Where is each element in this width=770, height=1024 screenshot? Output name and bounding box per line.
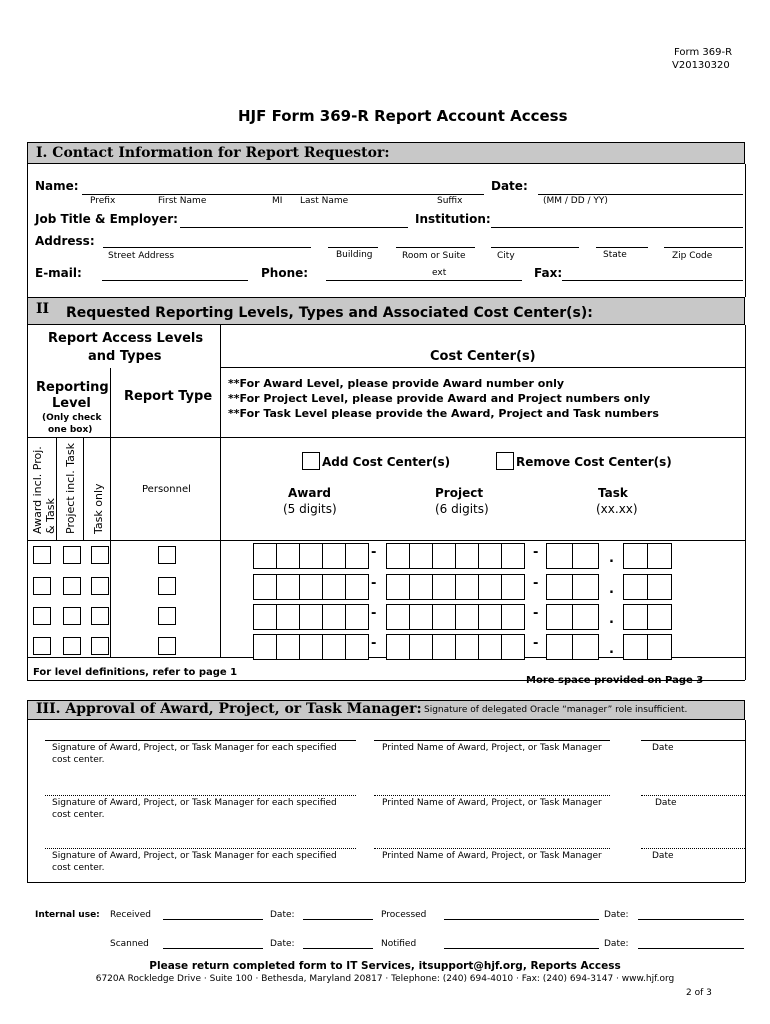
signature-caption-2: cost center. <box>52 810 105 820</box>
level-checkbox[interactable] <box>91 607 109 625</box>
received-label: Received <box>110 910 151 920</box>
task-digit-box[interactable] <box>546 634 573 660</box>
section1-header <box>27 142 745 164</box>
award-digit-box[interactable] <box>253 543 277 569</box>
cost-centers-heading: Cost Center(s) <box>430 349 536 364</box>
address-label: Address: <box>35 234 95 248</box>
project-task-dash: - <box>533 606 539 621</box>
award-digit-box[interactable] <box>299 543 323 569</box>
section2-heading: Requested Reporting Levels, Types and Associated Cost Center(s): <box>66 305 593 321</box>
project-digit-box[interactable] <box>455 543 479 569</box>
personnel-checkbox[interactable] <box>158 607 176 625</box>
signature-caption-2: cost center. <box>52 863 105 873</box>
processed-date-label: Date: <box>604 910 629 920</box>
task-format: (xx.xx) <box>596 502 638 516</box>
level-checkbox[interactable] <box>33 637 51 655</box>
level-checkbox[interactable] <box>91 546 109 564</box>
level-checkbox[interactable] <box>63 637 81 655</box>
page-title: HJF Form 369-R Report Account Access <box>238 107 568 125</box>
award-digit-box[interactable] <box>345 604 369 630</box>
level-checkbox[interactable] <box>33 546 51 564</box>
col-award-proj-task-1: Award incl. Proj. <box>31 446 44 534</box>
project-digit-box[interactable] <box>501 634 525 660</box>
task-digit-box[interactable] <box>647 604 672 630</box>
date-caption: Date <box>652 743 674 753</box>
remove-cost-center-label: Remove Cost Center(s) <box>516 455 672 469</box>
award-digit-box[interactable] <box>253 574 277 600</box>
received-date-field[interactable] <box>303 919 373 920</box>
name-field[interactable] <box>82 194 484 195</box>
street-field[interactable] <box>103 247 311 248</box>
fax-field[interactable] <box>562 280 743 281</box>
date-caption: Date <box>655 798 677 808</box>
project-digit-box[interactable] <box>386 543 410 569</box>
printed-name-line[interactable] <box>374 795 610 796</box>
project-digit-box[interactable] <box>432 574 456 600</box>
task-digit-box[interactable] <box>623 634 648 660</box>
project-digits: (6 digits) <box>435 502 489 516</box>
note-project: **For Project Level, please provide Award and Project numbers only <box>228 392 651 405</box>
street-label: Street Address <box>108 251 175 261</box>
personnel-checkbox[interactable] <box>158 637 176 655</box>
date-label: Date: <box>491 179 528 193</box>
job-title-field[interactable] <box>180 227 408 228</box>
award-label: Award <box>288 486 331 500</box>
scanned-date-label: Date: <box>270 939 295 949</box>
email-label: E-mail: <box>35 266 82 280</box>
reporting-level-1: Reporting <box>36 380 109 395</box>
task-digit-box[interactable] <box>623 543 648 569</box>
date-caption: Date <box>652 851 674 861</box>
remove-cost-center-checkbox[interactable] <box>496 452 514 470</box>
award-digit-box[interactable] <box>276 574 300 600</box>
room-field[interactable] <box>396 247 475 248</box>
project-digit-box[interactable] <box>386 634 410 660</box>
level-checkbox[interactable] <box>33 607 51 625</box>
award-digit-box[interactable] <box>299 634 323 660</box>
award-digit-box[interactable] <box>276 634 300 660</box>
notified-date-field[interactable] <box>638 948 744 949</box>
only-check-1: (Only check <box>42 413 102 423</box>
project-digit-box[interactable] <box>386 604 410 630</box>
task-digit-box[interactable] <box>647 543 672 569</box>
project-digit-box[interactable] <box>501 574 525 600</box>
task-digit-box[interactable] <box>546 574 573 600</box>
fax-label: Fax: <box>534 266 563 280</box>
notified-label: Notified <box>381 939 417 949</box>
zip-field[interactable] <box>664 247 743 248</box>
phone-field[interactable] <box>326 280 522 281</box>
award-digits: (5 digits) <box>283 502 337 516</box>
level-checkbox[interactable] <box>91 637 109 655</box>
level-checkbox[interactable] <box>63 607 81 625</box>
project-task-dash: - <box>533 545 539 560</box>
signature-line[interactable] <box>45 848 356 849</box>
institution-label: Institution: <box>415 212 491 226</box>
task-decimal-dot: . <box>609 551 614 566</box>
project-digit-box[interactable] <box>386 574 410 600</box>
printed-name-line[interactable] <box>374 848 610 849</box>
processed-label: Processed <box>381 910 427 920</box>
printed-name-caption: Printed Name of Award, Project, or Task Manager <box>382 743 602 753</box>
date-line[interactable] <box>641 848 745 849</box>
ext-label: ext <box>432 268 447 278</box>
task-digit-box[interactable] <box>572 604 599 630</box>
section2-header <box>27 297 745 325</box>
personnel-checkbox[interactable] <box>158 546 176 564</box>
date-line[interactable] <box>641 740 745 741</box>
first-name-label: First Name <box>158 196 207 206</box>
notified-date-label: Date: <box>604 939 629 949</box>
building-label: Building <box>336 250 373 260</box>
section1-heading: I. Contact Information for Report Requestor: <box>36 145 390 161</box>
col-award-proj-task-2: & Task <box>44 498 57 534</box>
project-digit-box[interactable] <box>455 574 479 600</box>
col-project-incl-task: Project incl. Task <box>64 443 77 534</box>
project-digit-box[interactable] <box>478 543 502 569</box>
award-project-dash: - <box>371 606 377 621</box>
signature-line[interactable] <box>45 795 356 796</box>
award-digit-box[interactable] <box>322 574 346 600</box>
last-name-label: Last Name <box>300 196 349 206</box>
processed-date-field[interactable] <box>638 919 744 920</box>
section2-number: II <box>36 301 50 317</box>
printed-name-line[interactable] <box>374 740 610 741</box>
award-digit-box[interactable] <box>345 634 369 660</box>
state-field[interactable] <box>596 247 648 248</box>
project-digit-box[interactable] <box>478 574 502 600</box>
award-project-dash: - <box>371 636 377 651</box>
level-checkbox[interactable] <box>63 577 81 595</box>
add-cost-center-label: Add Cost Center(s) <box>322 455 451 469</box>
project-label: Project <box>435 486 484 500</box>
zip-label: Zip Code <box>672 251 713 261</box>
project-digit-box[interactable] <box>501 604 525 630</box>
email-field[interactable] <box>102 280 248 281</box>
footnote-definitions: For level definitions, refer to page 1 <box>33 667 238 678</box>
award-project-dash: - <box>371 545 377 560</box>
award-digit-box[interactable] <box>276 543 300 569</box>
level-checkbox[interactable] <box>91 577 109 595</box>
task-digit-box[interactable] <box>546 604 573 630</box>
task-digit-box[interactable] <box>572 574 599 600</box>
scanned-date-field[interactable] <box>303 948 373 949</box>
project-digit-box[interactable] <box>432 543 456 569</box>
project-digit-box[interactable] <box>409 634 433 660</box>
project-digit-box[interactable] <box>455 634 479 660</box>
suffix-label: Suffix <box>437 196 463 206</box>
footer-address: 6720A Rockledge Drive · Suite 100 · Bethesda, Maryland 20817 · Telephone: (240) 694-4010 · Fax: (240) 694-3147 · www.hjf.org <box>95 974 675 984</box>
received-field[interactable] <box>163 919 263 920</box>
mi-label: MI <box>272 196 283 206</box>
access-levels-heading-2: and Types <box>88 349 162 364</box>
level-checkbox[interactable] <box>63 546 81 564</box>
report-type-heading: Report Type <box>124 389 213 404</box>
project-digit-box[interactable] <box>501 543 525 569</box>
signature-caption-1: Signature of Award, Project, or Task Manager for each specified <box>52 851 337 861</box>
task-decimal-dot: . <box>609 642 614 657</box>
project-digit-box[interactable] <box>432 604 456 630</box>
scanned-field[interactable] <box>163 948 263 949</box>
internal-use-label: Internal use: <box>35 910 100 920</box>
building-field[interactable] <box>328 247 378 248</box>
page-number: 2 of 3 <box>686 988 712 998</box>
project-digit-box[interactable] <box>478 634 502 660</box>
task-digit-box[interactable] <box>647 574 672 600</box>
personnel-label: Personnel <box>142 484 191 495</box>
room-label: Room or Suite <box>402 251 466 261</box>
task-digit-box[interactable] <box>623 574 648 600</box>
award-digit-box[interactable] <box>322 604 346 630</box>
state-label: State <box>603 250 627 260</box>
project-task-dash: - <box>533 576 539 591</box>
award-digit-box[interactable] <box>345 543 369 569</box>
date-format-label: (MM / DD / YY) <box>543 196 608 206</box>
prefix-label: Prefix <box>90 196 116 206</box>
award-digit-box[interactable] <box>322 634 346 660</box>
task-digit-box[interactable] <box>572 634 599 660</box>
task-digit-box[interactable] <box>546 543 573 569</box>
level-checkbox[interactable] <box>33 577 51 595</box>
date-field[interactable] <box>538 194 743 195</box>
section3-heading: III. Approval of Award, Project, or Task Manager: <box>36 701 422 717</box>
form-version: V20130320 <box>672 60 730 71</box>
task-digit-box[interactable] <box>623 604 648 630</box>
award-digit-box[interactable] <box>299 574 323 600</box>
city-label: City <box>497 251 515 261</box>
printed-name-caption: Printed Name of Award, Project, or Task Manager <box>382 798 602 808</box>
processed-field[interactable] <box>444 919 599 920</box>
signature-caption-2: cost center. <box>52 755 105 765</box>
award-digit-box[interactable] <box>322 543 346 569</box>
award-digit-box[interactable] <box>253 604 277 630</box>
task-digit-box[interactable] <box>572 543 599 569</box>
task-decimal-dot: . <box>609 582 614 597</box>
date-line[interactable] <box>641 795 745 796</box>
institution-field[interactable] <box>491 227 743 228</box>
project-digit-box[interactable] <box>455 604 479 630</box>
notified-field[interactable] <box>444 948 599 949</box>
job-title-label: Job Title & Employer: <box>35 212 178 226</box>
more-space-note: More space provided on Page 3 <box>526 675 704 686</box>
printed-name-caption: Printed Name of Award, Project, or Task Manager <box>382 851 602 861</box>
signature-caption-1: Signature of Award, Project, or Task Manager for each specified <box>52 798 337 808</box>
award-digit-box[interactable] <box>253 634 277 660</box>
project-digit-box[interactable] <box>409 543 433 569</box>
received-date-label: Date: <box>270 910 295 920</box>
phone-label: Phone: <box>261 266 309 280</box>
project-task-dash: - <box>533 636 539 651</box>
col-task-only: Task only <box>92 483 105 534</box>
note-task: **For Task Level please provide the Award, Project and Task numbers <box>228 407 659 420</box>
section3-header <box>27 700 745 720</box>
task-decimal-dot: . <box>609 612 614 627</box>
scanned-label: Scanned <box>110 939 149 949</box>
reporting-level-2: Level <box>52 396 91 411</box>
signature-caption-1: Signature of Award, Project, or Task Manager for each specified <box>52 743 337 753</box>
section3-subnote: Signature of delegated Oracle “manager” role insufficient. <box>424 705 688 715</box>
award-digit-box[interactable] <box>345 574 369 600</box>
award-project-dash: - <box>371 576 377 591</box>
project-digit-box[interactable] <box>478 604 502 630</box>
city-field[interactable] <box>491 247 579 248</box>
return-instructions: Please return completed form to IT Services, itsupport@hjf.org, Reports Access <box>149 960 621 972</box>
only-check-2: one box) <box>48 425 93 435</box>
project-digit-box[interactable] <box>409 574 433 600</box>
name-label: Name: <box>35 179 79 193</box>
form-id: Form 369-R <box>674 47 733 58</box>
personnel-checkbox[interactable] <box>158 577 176 595</box>
task-label: Task <box>598 486 628 500</box>
project-digit-box[interactable] <box>432 634 456 660</box>
award-digit-box[interactable] <box>276 604 300 630</box>
task-digit-box[interactable] <box>647 634 672 660</box>
signature-line[interactable] <box>45 740 356 741</box>
project-digit-box[interactable] <box>409 604 433 630</box>
add-cost-center-checkbox[interactable] <box>302 452 320 470</box>
note-award: **For Award Level, please provide Award number only <box>228 377 565 390</box>
access-levels-heading-1: Report Access Levels <box>48 331 204 346</box>
award-digit-box[interactable] <box>299 604 323 630</box>
